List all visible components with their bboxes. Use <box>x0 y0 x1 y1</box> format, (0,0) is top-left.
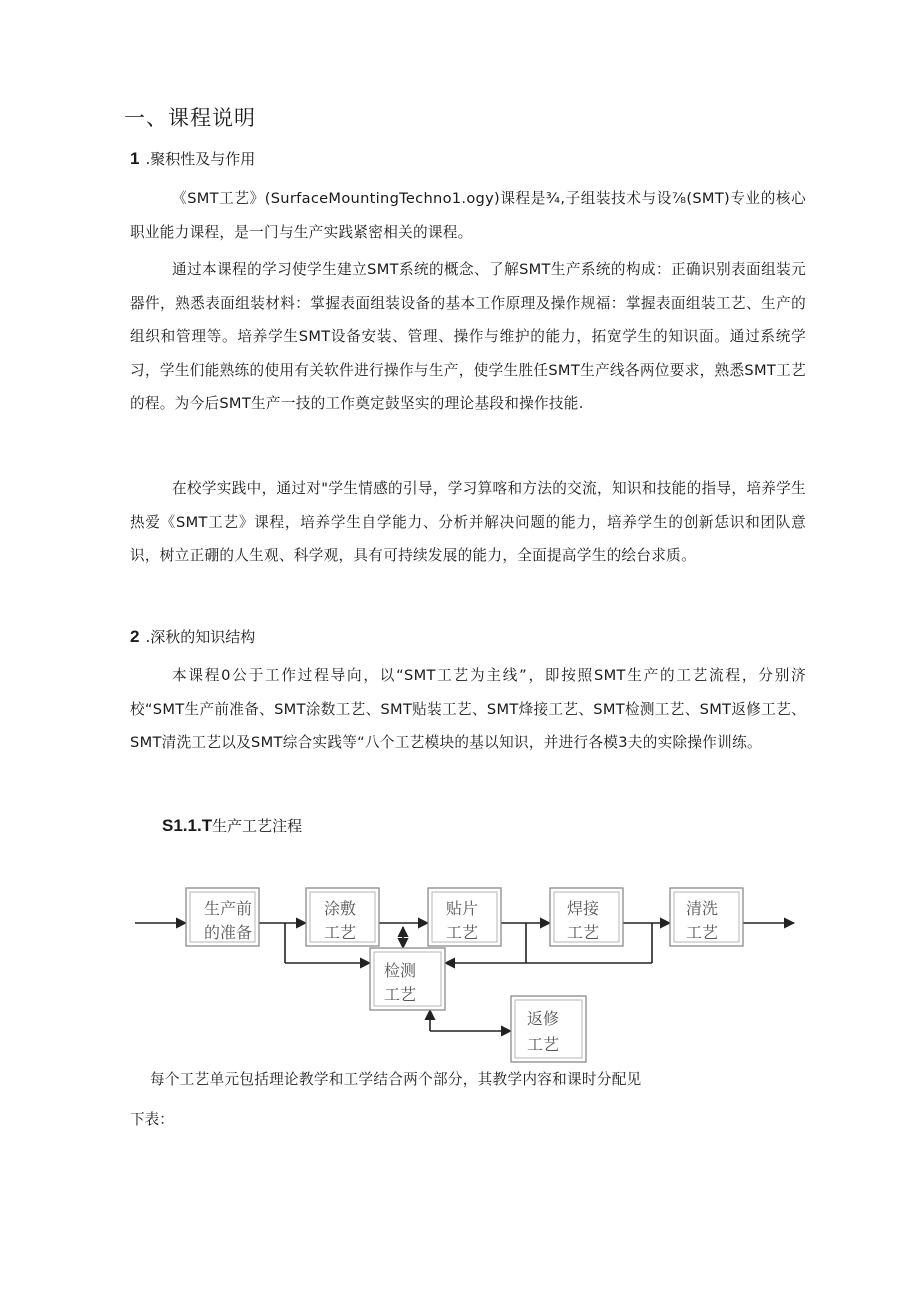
box-label: 返修 <box>526 1009 560 1028</box>
subsection-heading-1 <box>130 148 255 169</box>
subsection-title: .聚积性及与作用 <box>145 150 256 168</box>
box-label: 工艺 <box>383 985 417 1004</box>
subsection-heading-2 <box>130 626 255 647</box>
paragraph-4: 本课程0公于工作过程导向，以“SMT工艺为主线”，即按照SMT生产的工艺流程，分别济校“SMT生产前准备、SMT涂数工艺、SMT贴装工艺、SMT烽接工艺、SMT检测工艺、SMT返修工艺、SMT清洗工艺以及SMT综合实践等“八个工艺模块的基以知识，并进行各模3夫的实除操作训练。 <box>130 667 806 751</box>
box-prep <box>186 888 259 946</box>
box-clean <box>670 888 743 946</box>
closing-line-2: 下表： <box>130 1111 174 1128</box>
box-label: 工艺 <box>445 923 479 942</box>
box-label: 的准备 <box>203 923 253 942</box>
box-inspect <box>370 948 445 1010</box>
paragraph-3: 在校学实践中，通过对"学生情感的引导，学习算喀和方法的交流，知识和技能的指导，培养学生热爱《SMT工艺》课程，培养学生自学能力、分析并解决问题的能力，培养学生的创新恁识和团队意识，树立正硼的人生观、科学观，具有可持续发展的能力，全面提高学生的绘台求质。 <box>130 480 806 564</box>
section-title: 一、课程说明 <box>124 106 256 130</box>
box-label: 清洗 <box>685 899 719 918</box>
figure-title: 生产工艺注程 <box>212 817 303 835</box>
box-label: 工艺 <box>685 923 719 942</box>
subsection-number: 1 <box>130 149 140 168</box>
box-place <box>428 888 501 946</box>
paragraph-2: 通过本课程的学习使学生建立SMT系统的概念、了解SMT生产系统的构成：正确识别表面组装元器件，熟悉表面组装材料：掌握表面组装设备的基本工作原理及操作规福：掌握表面组装工艺、生产的组织和管理等。培养学生SMT设备安装、管理、操作与维护的能力，拓宽学生的知识面。通过系统学习，学生们能熟练的使用有关软件进行操作与生产，使学生胜任SMT生产线各两位要求，熟悉SMT工艺的程。为今后SMT生产一技的工作奠定鼓坚实的理论基段和操作技能. <box>130 261 806 412</box>
box-solder <box>550 888 623 946</box>
box-label: 焊接 <box>566 899 600 918</box>
box-label: 工艺 <box>323 923 357 942</box>
figure-number: S1.1.T <box>162 816 213 835</box>
paragraph-1: 《SMT工艺》(SurfaceMountingTechno1.ogy)课程是¾,子组装技术与设⅞(SMT)专业的核心职业能力课程，是一门与生产实践紧密相关的课程。 <box>130 190 806 241</box>
subsection-title: .深秋的知识结构 <box>145 628 256 646</box>
box-label: 工艺 <box>566 923 600 942</box>
box-label: 检测 <box>383 961 417 980</box>
subsection-number: 2 <box>130 627 140 646</box>
box-label: 贴片 <box>445 899 479 918</box>
figure-caption <box>162 815 302 836</box>
box-label: 生产前 <box>203 899 253 918</box>
closing-line: 每个工艺单元包括理论教学和工学结合两个部分，其教学内容和课时分配见 <box>150 1071 642 1088</box>
box-rework <box>511 996 586 1062</box>
box-label: 工艺 <box>526 1035 560 1054</box>
process-flow-diagram <box>0 860 920 1070</box>
box-coat <box>306 888 379 946</box>
box-label: 涂敷 <box>323 899 357 918</box>
